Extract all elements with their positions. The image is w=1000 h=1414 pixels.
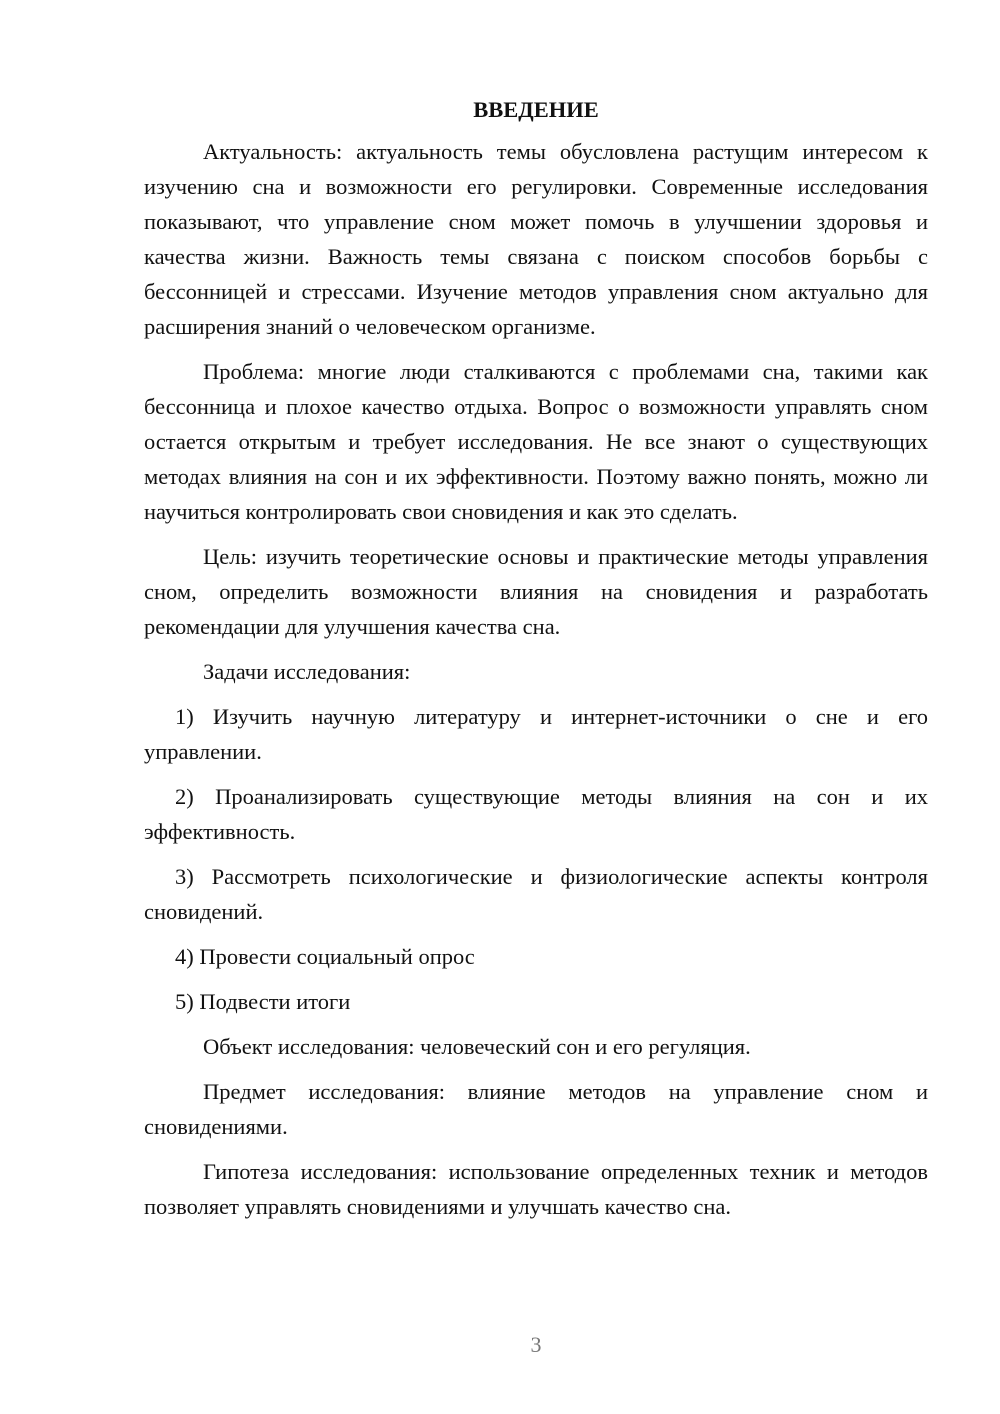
paragraph-subject: Предмет исследования: влияние методов на управление сном и сновидениями. [144, 1079, 928, 1139]
paragraph-problem: Проблема: многие люди сталкиваются с проблемами сна, такими как бессонница и плохое качество отдыха. Вопрос о возможности управлять сном остается открытым и требует исследования. Не все знают о существующих методах влияния на сон и их эффективности. Поэтому важно понять, можно ли научиться контролировать свои сновидения и как это сделать. [144, 359, 928, 524]
page-number: 3 [530, 1332, 542, 1357]
task-item-3: 3) Рассмотреть психологические и физиологические аспекты контроля сновидений. [144, 864, 928, 924]
task-item-5: 5) Подвести итоги [175, 989, 351, 1014]
task-item-4: 4) Провести социальный опрос [175, 944, 475, 969]
task-item-1: 1) Изучить научную литературу и интернет-источники о сне и его управлении. [144, 704, 928, 764]
document-body [144, 92, 928, 1234]
paragraph-goal: Цель: изучить теоретические основы и практические методы управления сном, определить возможности влияния на сновидения и разработать рекомендации для улучшения качества сна. [144, 544, 928, 639]
paragraph-tasks-heading: Задачи исследования: [203, 659, 411, 684]
page-title: ВВЕДЕНИЕ [473, 97, 599, 122]
paragraph-relevance: Актуальность: актуальность темы обусловлена растущим интересом к изучению сна и возможности его регулировки. Современные исследования показывают, что управление сном может помочь в улучшении здоровья и качества жизни. Важность темы связана с поиском способов борьбы с бессонницей и стрессами. Изучение методов управления сном актуально для расширения знаний о человеческом организме. [144, 139, 928, 339]
paragraph-object: Объект исследования: человеческий сон и его регуляция. [203, 1034, 751, 1059]
paragraph-hypothesis: Гипотеза исследования: использование определенных техник и методов позволяет управлять сновидениями и улучшать качество сна. [144, 1159, 928, 1219]
task-item-2: 2) Проанализировать существующие методы влияния на сон и их эффективность. [144, 784, 928, 844]
